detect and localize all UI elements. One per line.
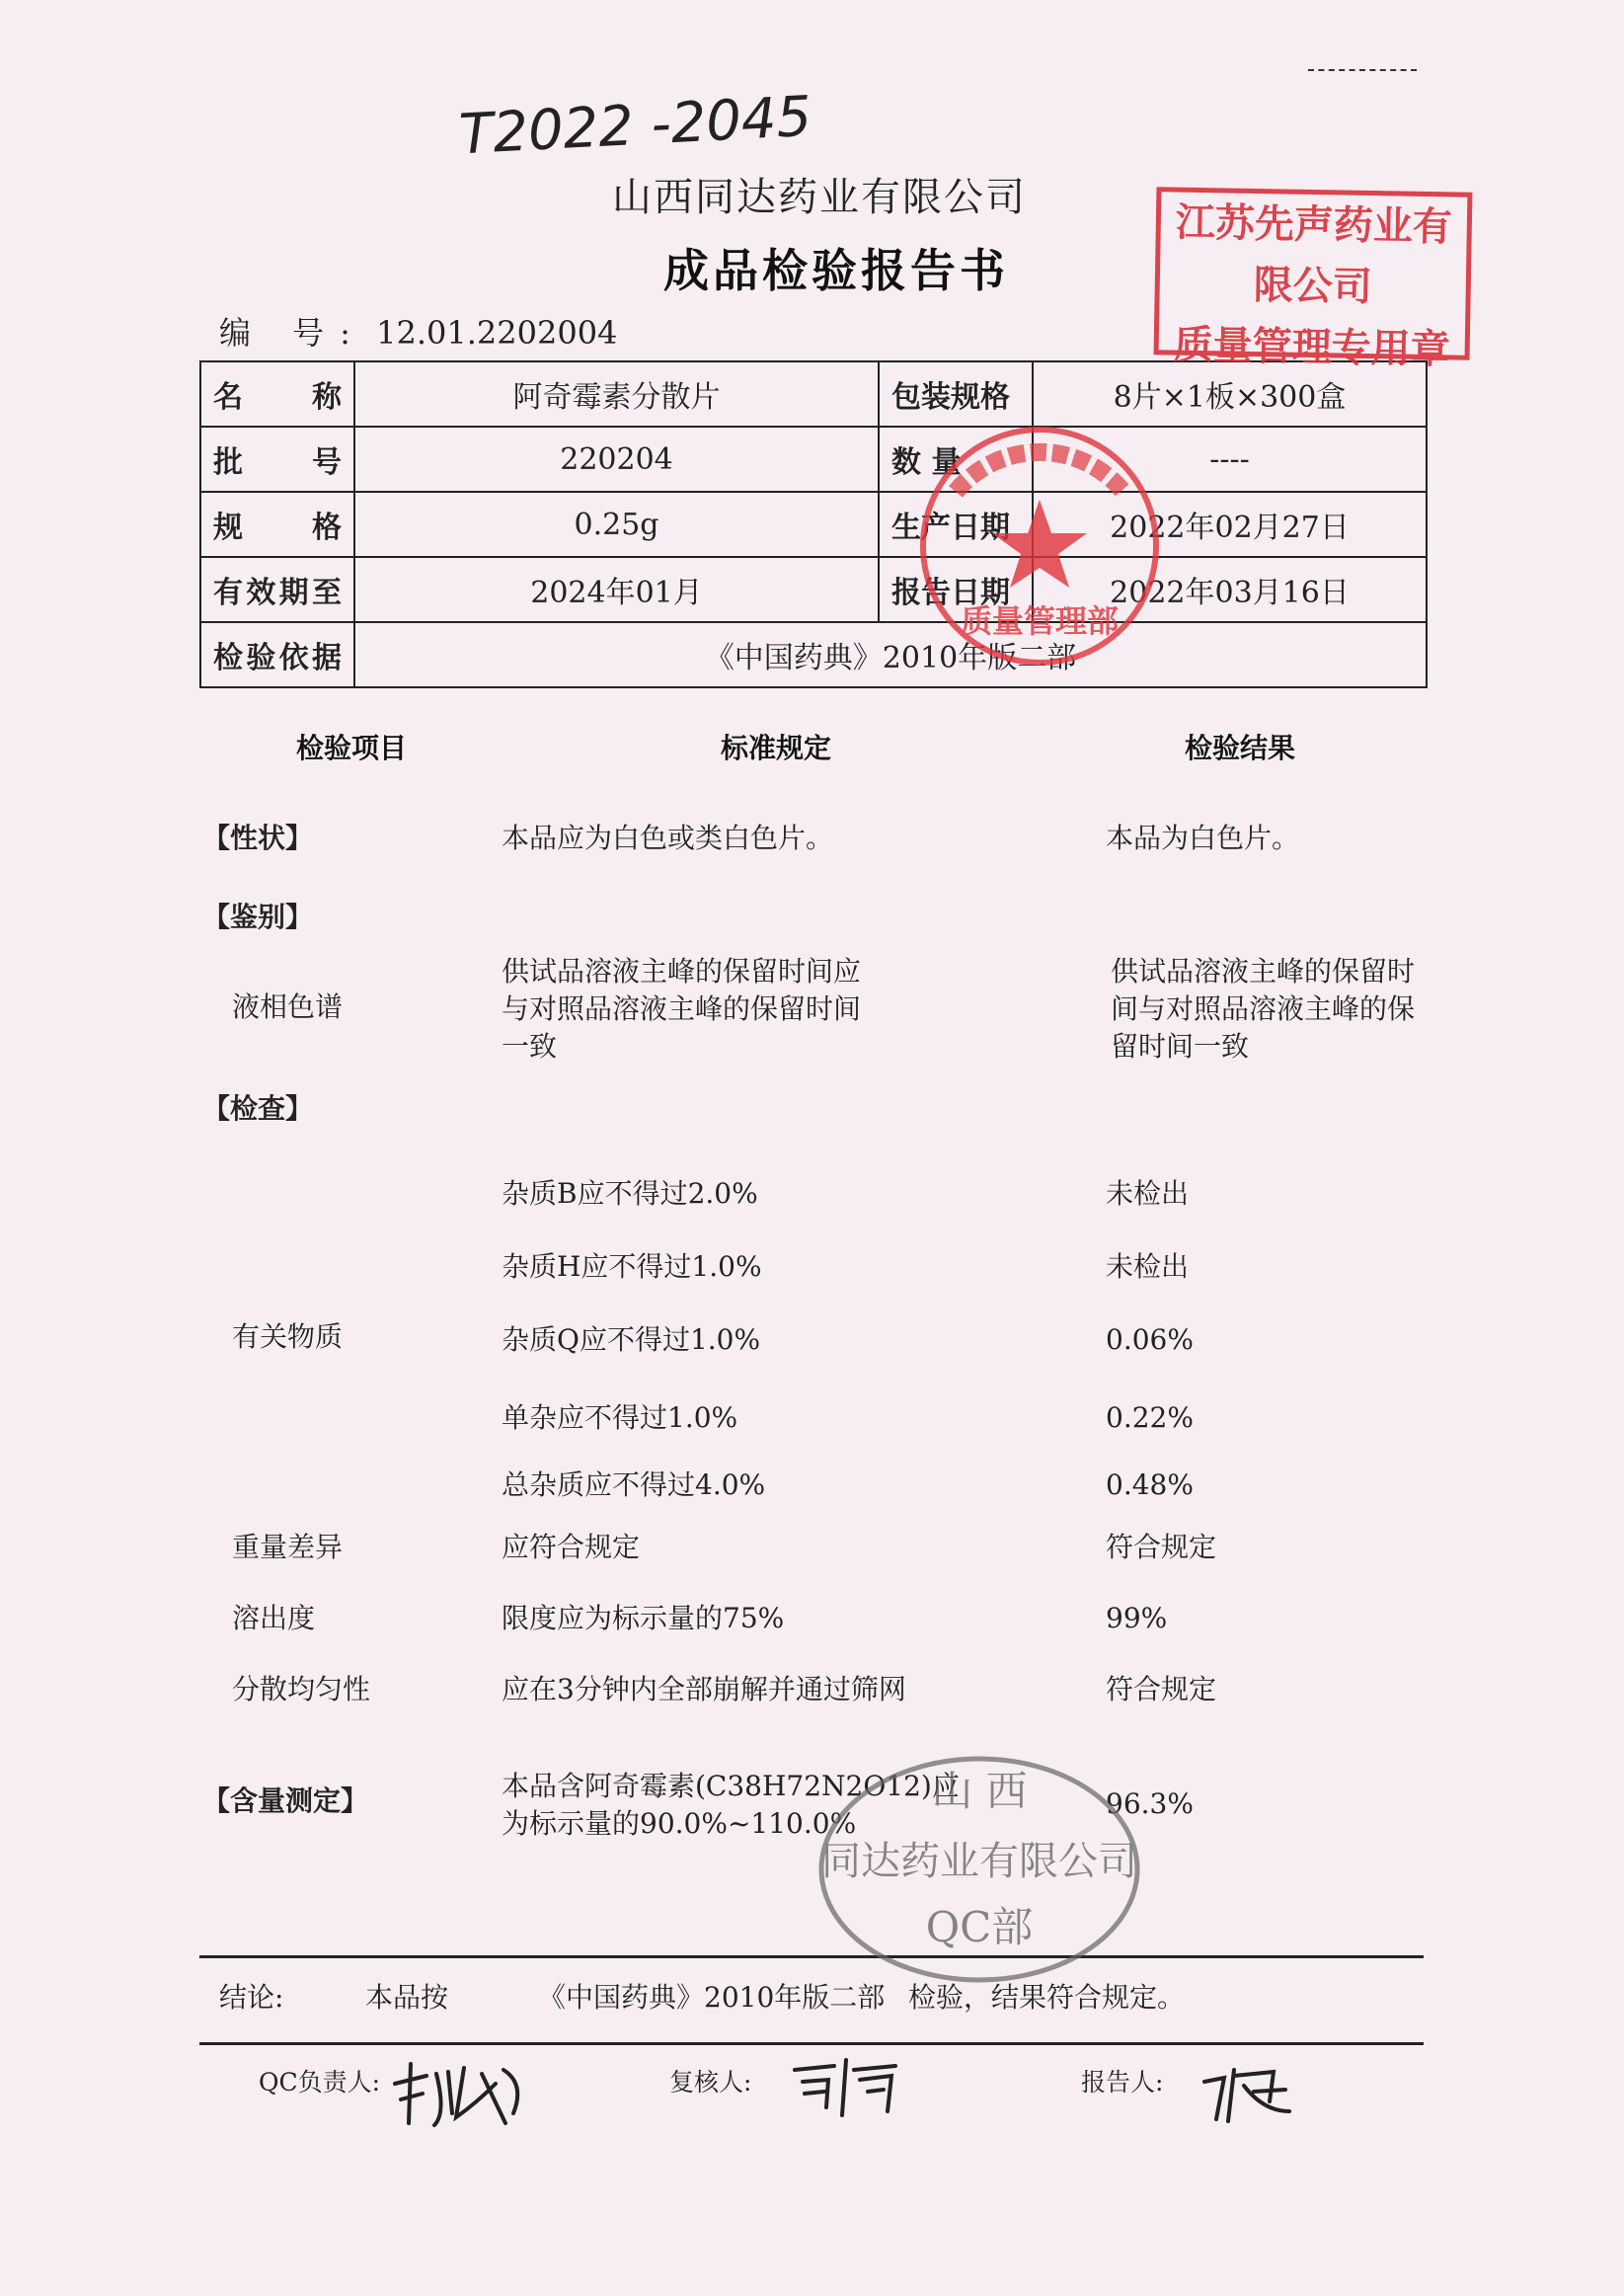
qc-head-label: QC负责人: [259, 2068, 381, 2097]
quality-stamp-line: 质量管理专用章 [1173, 322, 1451, 373]
total-impurity-result: 0.48% [1106, 1468, 1194, 1501]
related-substances-item: 有关物质 [232, 1320, 344, 1353]
dispersion-standard: 应在3分钟内全部崩解并通过筛网 [502, 1673, 906, 1705]
basis-label: 检验依据 [200, 622, 354, 687]
expiry-value: 2024年01月 [354, 557, 879, 622]
qc-seal-line: 同达药业有限公司 [821, 1839, 1137, 1884]
qc-seal-line: 山 西 [931, 1767, 1028, 1815]
qc-head-signature [387, 2054, 545, 2133]
hplc-standard [502, 953, 861, 1066]
red-company-seal [916, 423, 1163, 670]
dispersion-result: 符合规定 [1106, 1673, 1217, 1705]
col-standard-header: 标准规定 [721, 732, 832, 764]
pack-label: 包装规格 [879, 361, 1033, 427]
conclusion-text-3: 检验，结果符合规定。 [908, 1981, 1186, 2014]
dissolution-standard: 限度应为标示量的75% [502, 1602, 785, 1634]
total-impurity-standard: 总杂质应不得过4.0% [502, 1468, 766, 1501]
hplc-standard-line: 与对照品溶液主峰的保留时间 [502, 992, 862, 1025]
hplc-result-line: 留时间一致 [1111, 1030, 1250, 1063]
red-seal-text: 质量管理部 [960, 602, 1120, 640]
hplc-standard-line: 供试品溶液主峰的保留时间应 [502, 955, 862, 988]
spec-label: 规 格 [200, 492, 354, 557]
section-assay: 【含量测定】 [202, 1784, 369, 1817]
star-icon [992, 500, 1087, 588]
qty-label: 数 量 [879, 427, 1033, 492]
conclusion-label: 结论: [219, 1981, 284, 2014]
hplc-result-line: 间与对照品溶液主峰的保 [1111, 992, 1416, 1025]
batch-label: 批 号 [200, 427, 354, 492]
appearance-result: 本品为白色片。 [1106, 822, 1300, 854]
qc-department-seal [812, 1746, 1147, 1993]
document-title: 成品检验报告书 [663, 244, 1009, 297]
col-item-header: 检验项目 [296, 732, 408, 764]
product-info-table [199, 360, 1428, 688]
reporter-signature [1195, 2052, 1303, 2131]
single-impurity-standard: 单杂应不得过1.0% [502, 1401, 738, 1434]
batch-value: 220204 [354, 427, 879, 492]
name-value: 阿奇霉素分散片 [354, 361, 879, 427]
section-appearance: 【性状】 [202, 822, 314, 854]
document-number [219, 308, 617, 354]
hplc-item: 液相色谱 [232, 990, 344, 1023]
spec-value: 0.25g [354, 492, 879, 557]
basis-value: 《中国药典》2010年版二部 [354, 622, 1427, 687]
hplc-result-line: 供试品溶液主峰的保留时 [1111, 955, 1416, 988]
reporter-label: 报告人: [1081, 2068, 1164, 2097]
hplc-result [1111, 953, 1415, 1066]
impurity-h-result: 未检出 [1106, 1250, 1190, 1283]
name-label: 名 称 [200, 361, 354, 427]
doc-number-label: 编 号: [219, 314, 366, 352]
section-identification: 【鉴别】 [202, 901, 314, 933]
impurity-q-result: 0.06% [1106, 1323, 1194, 1356]
col-result-header: 检验结果 [1185, 732, 1296, 764]
section-inspection: 【检查】 [202, 1092, 314, 1125]
prod-date-value: 2022年02月27日 [1033, 492, 1427, 557]
quality-management-stamp [1154, 187, 1473, 373]
impurity-q-standard: 杂质Q应不得过1.0% [502, 1323, 761, 1356]
dissolution-item: 溶出度 [232, 1602, 316, 1634]
hplc-standard-line: 一致 [502, 1030, 558, 1063]
assay-result: 96.3% [1106, 1787, 1194, 1820]
dispersion-item: 分散均匀性 [232, 1673, 371, 1705]
company-name: 山西同达药业有限公司 [612, 175, 1027, 220]
weight-variation-result: 符合规定 [1106, 1531, 1217, 1563]
impurity-h-standard: 杂质H应不得过1.0% [502, 1250, 762, 1283]
assay-standard-line: 为标示量的90.0%~110.0% [502, 1807, 857, 1840]
conclusion-text-1: 本品按 [365, 1981, 449, 2014]
quality-stamp-line: 江苏先声药业有限公司 [1175, 199, 1453, 311]
weight-variation-standard: 应符合规定 [502, 1531, 641, 1563]
single-impurity-result: 0.22% [1106, 1401, 1194, 1434]
divider [199, 2042, 1424, 2045]
expiry-label: 有效期至 [200, 557, 354, 622]
weight-variation-item: 重量差异 [232, 1531, 344, 1563]
reviewer-signature [785, 2046, 913, 2125]
pack-value: 8片×1板×300盒 [1033, 361, 1427, 427]
assay-standard-line: 本品含阿奇霉素(C38H72N2O12)应 [502, 1770, 960, 1802]
appearance-standard: 本品应为白色或类白色片。 [502, 822, 834, 854]
impurity-b-result: 未检出 [1106, 1177, 1190, 1210]
report-date-value: 2022年03月16日 [1033, 557, 1427, 622]
qc-seal-line: QC部 [925, 1903, 1034, 1951]
handwritten-code: T2022 -2045 [457, 84, 813, 168]
reviewer-label: 复核人: [669, 2068, 752, 2097]
report-date-label: 报告日期 [879, 557, 1033, 622]
doc-number-value: 12.01.2202004 [376, 314, 618, 352]
dashed-mark [1308, 69, 1417, 71]
impurity-b-standard: 杂质B应不得过2.0% [502, 1177, 758, 1210]
dissolution-result: 99% [1106, 1602, 1168, 1634]
prod-date-label: 生产日期 [879, 492, 1033, 557]
qty-value: ---- [1033, 427, 1427, 492]
conclusion-text-2: 《中国药典》2010年版二部 [538, 1981, 886, 2014]
